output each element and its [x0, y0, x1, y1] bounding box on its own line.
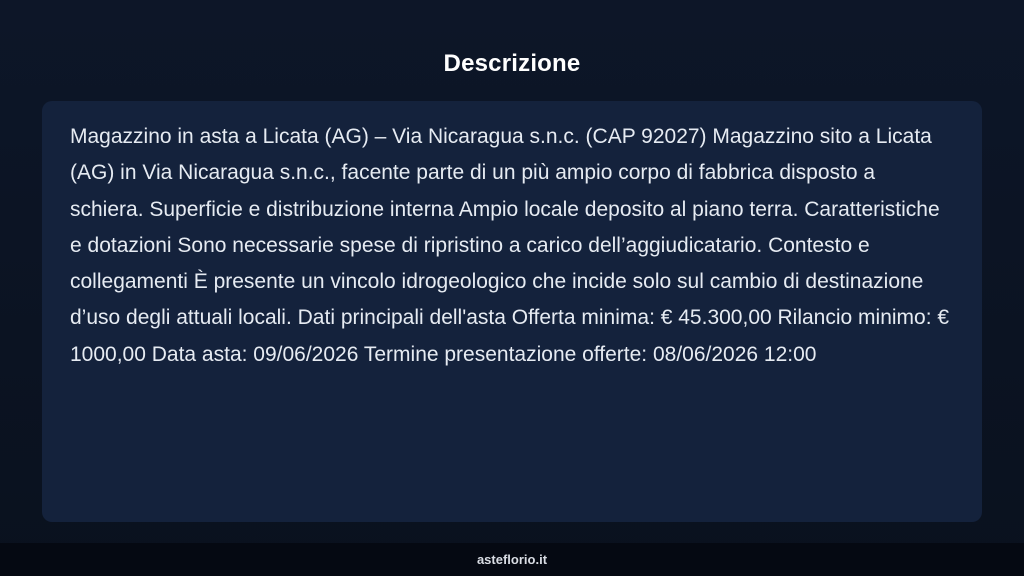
section-title: Descrizione [443, 50, 581, 77]
description-card [42, 101, 982, 522]
footer-bar [0, 543, 1024, 576]
description-text: Magazzino in asta a Licata (AG) – Via Nicaragua s.n.c. (CAP 92027) Magazzino sito a Licata (AG) in Via Nicaragua s.n.c., facente parte di un più ampio corpo di fabbrica disposto a schiera. Superficie e distribuzione interna Ampio locale deposito al piano terra. Caratteristiche e dotazioni Sono necessarie spese di ripristino a carico dell’aggiudicatario. Contesto e collegamenti È presente un vincolo idrogeologico che incide solo sul cambio di destinazione d’uso degli attuali locali. Dati principali dell'asta Offerta minima: € 45.300,00 Rilancio minimo: € 1000,00 Data asta: 09/06/2026 Termine presentazione offerte: 08/06/2026 12:00 [70, 125, 950, 366]
footer-brand-text: asteflorio.it [476, 552, 548, 567]
